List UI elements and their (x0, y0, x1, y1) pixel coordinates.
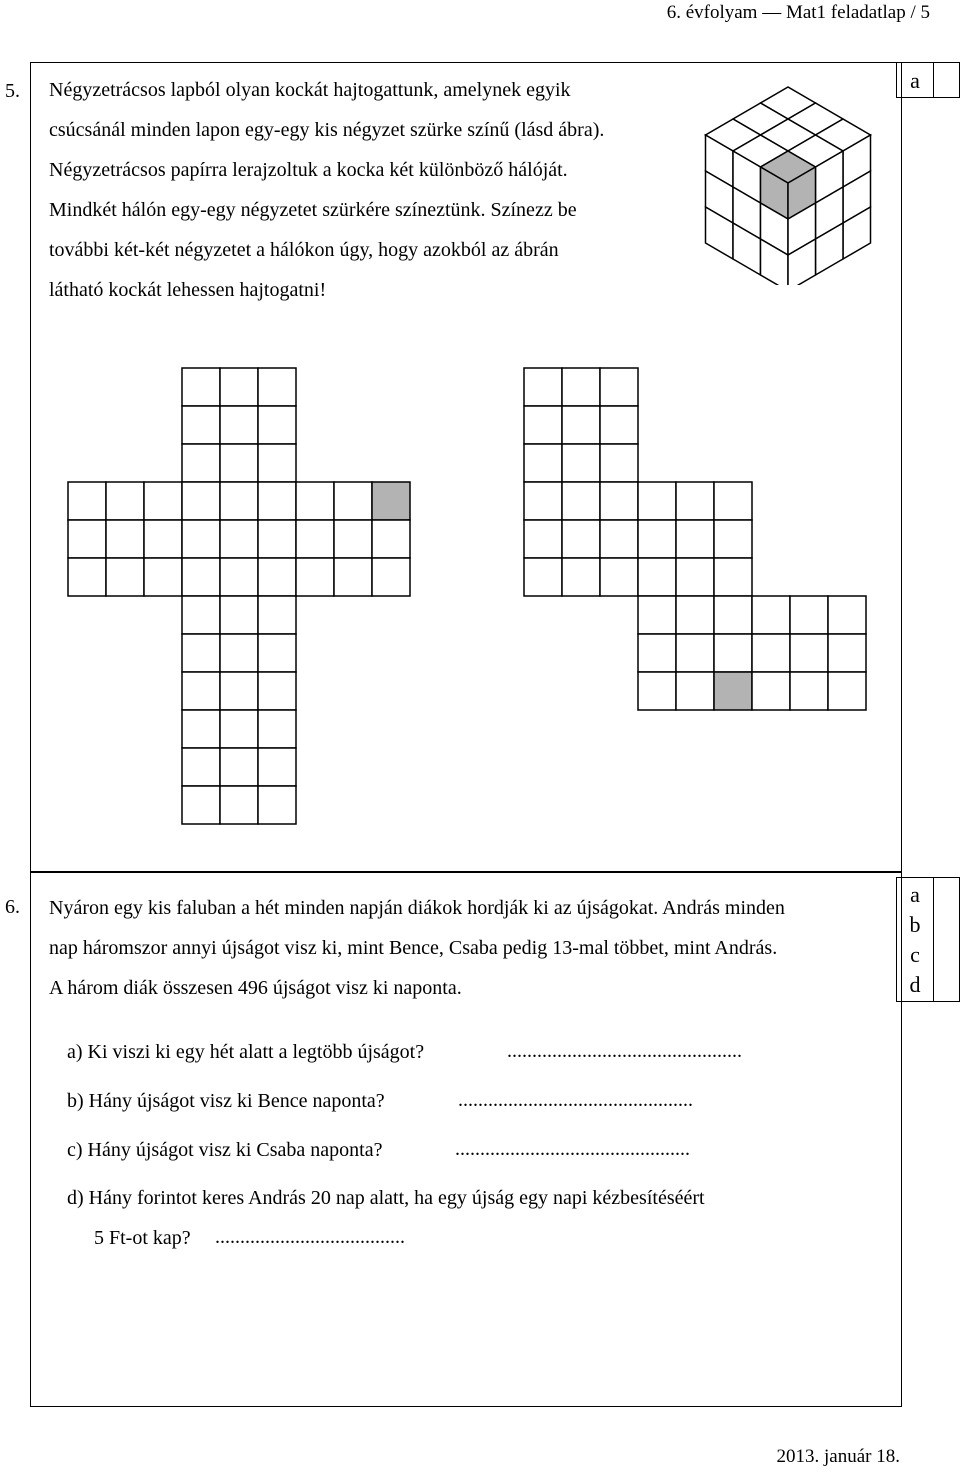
page-header: 6. évfolyam — Mat1 feladatlap / 5 (666, 2, 930, 23)
net-cell (182, 748, 220, 786)
net-cell (676, 482, 714, 520)
net-cell (372, 520, 410, 558)
net-cell (220, 368, 258, 406)
net-cell (828, 672, 866, 710)
task-6-number: 6. (5, 896, 20, 918)
cube-net-1[interactable] (68, 368, 410, 824)
net-cell (334, 558, 372, 596)
net-cell (106, 558, 144, 596)
net-cell (144, 520, 182, 558)
net-cell (106, 482, 144, 520)
net-cell (714, 634, 752, 672)
net-cell (182, 672, 220, 710)
net-cell (638, 672, 676, 710)
net-cell (258, 406, 296, 444)
net-cell (334, 482, 372, 520)
net-cell-shaded (372, 482, 410, 520)
net-cell (182, 406, 220, 444)
net-cell (220, 748, 258, 786)
net-cell (524, 368, 562, 406)
net-cell (144, 482, 182, 520)
question-d-continued: 5 Ft-ot kap? (94, 1227, 191, 1249)
net-cell (562, 444, 600, 482)
net-cell (258, 558, 296, 596)
question-a: a) Ki viszi ki egy hét alatt a legtöbb újságot? (67, 1041, 425, 1063)
net-cell (828, 596, 866, 634)
answer-line-c[interactable]: ............................................... (455, 1138, 690, 1160)
net-cell (600, 482, 638, 520)
net-cell (220, 406, 258, 444)
net-cell (562, 368, 600, 406)
question-d: d) Hány forintot keres András 20 nap alatt, ha egy újság egy napi kézbesítéséért (67, 1187, 705, 1209)
net-cell (182, 558, 220, 596)
answer-line-b[interactable]: ............................................... (458, 1089, 693, 1111)
page-footer-date: 2013. január 18. (776, 1446, 900, 1467)
net-cell (258, 482, 296, 520)
net-cell (790, 672, 828, 710)
net-cell (144, 558, 182, 596)
task-6-line: Nyáron egy kis faluban a hét minden napján diákok hordják ki az újságokat. András minden (49, 897, 785, 919)
net-cell (562, 406, 600, 444)
net-cell (182, 710, 220, 748)
net-cell (258, 444, 296, 482)
task-5-line: csúcsánál minden lapon egy-egy kis négyzet szürke színű (lásd ábra). (49, 119, 605, 141)
net-cell (752, 672, 790, 710)
net-cell (714, 596, 752, 634)
net-cell (752, 634, 790, 672)
net-cell (562, 520, 600, 558)
net-cell (106, 520, 144, 558)
net-cell (562, 482, 600, 520)
net-cell (258, 368, 296, 406)
net-cell (638, 482, 676, 520)
net-cell (220, 482, 258, 520)
net-cell (714, 558, 752, 596)
net-cell (524, 558, 562, 596)
score-label: d (909, 972, 921, 997)
task-5-line: további két-két négyzetet a hálókon úgy, hogy azokból az ábrán (49, 239, 559, 261)
answer-line-d[interactable]: ...................................... (215, 1226, 405, 1248)
net-cell (258, 710, 296, 748)
net-cell (220, 710, 258, 748)
net-cell (220, 786, 258, 824)
net-cell (790, 596, 828, 634)
net-cell (524, 444, 562, 482)
net-cell (220, 634, 258, 672)
net-cell (258, 634, 296, 672)
net-cell (562, 558, 600, 596)
score-label: a (910, 882, 920, 907)
task-6-line: nap háromszor annyi újságot visz ki, mint Bence, Csaba pedig 13-mal többet, mint András. (49, 937, 778, 959)
net-cell (600, 406, 638, 444)
net-cell (600, 558, 638, 596)
task-5-line: Négyzetrácsos lapból olyan kockát hajtogattunk, amelynek egyik (49, 79, 571, 101)
net-cell (258, 786, 296, 824)
net-cell (638, 596, 676, 634)
answer-line-a[interactable]: ............................................... (507, 1040, 742, 1062)
task-6-line: A három diák összesen 496 újságot visz ki naponta. (49, 977, 462, 999)
net-cell (182, 482, 220, 520)
net-cell (828, 634, 866, 672)
net-cell (524, 520, 562, 558)
net-cell (714, 520, 752, 558)
net-cell (182, 634, 220, 672)
net-cell (220, 444, 258, 482)
net-cell (182, 444, 220, 482)
net-cell (676, 596, 714, 634)
question-b: b) Hány újságot visz ki Bence naponta? (67, 1090, 385, 1112)
cube-figure (700, 85, 890, 285)
score-label: a (897, 63, 934, 97)
cube-nets (60, 360, 890, 840)
net-cell (182, 520, 220, 558)
net-cell (676, 672, 714, 710)
net-cell (258, 748, 296, 786)
net-cell (296, 520, 334, 558)
net-cell (182, 786, 220, 824)
net-cell (220, 672, 258, 710)
net-cell (638, 634, 676, 672)
net-cell (296, 482, 334, 520)
net-cell (220, 558, 258, 596)
score-label: b (909, 912, 921, 937)
net-cell (714, 482, 752, 520)
net-cell (182, 368, 220, 406)
net-cell (258, 672, 296, 710)
net-cell (638, 558, 676, 596)
net-cell (258, 596, 296, 634)
task-5-line: Mindkét hálón egy-egy négyzetet szürkére színeztünk. Színezz be (49, 199, 577, 221)
net-cell (220, 520, 258, 558)
task-6-score-box (896, 877, 960, 1002)
net-cell (372, 558, 410, 596)
task-5-line: Négyzetrácsos papírra lerajzoltuk a kocka két különböző hálóját. (49, 159, 568, 181)
net-cell (258, 520, 296, 558)
net-cell (182, 596, 220, 634)
net-cell (524, 406, 562, 444)
net-cell-shaded (714, 672, 752, 710)
net-cell (638, 520, 676, 558)
net-cell (68, 482, 106, 520)
task-5-line: látható kockát lehessen hajtogatni! (49, 279, 327, 301)
task-5-text (49, 70, 667, 310)
task-5-score-box (896, 62, 960, 98)
net-cell (790, 634, 828, 672)
task-5-number: 5. (5, 80, 20, 102)
net-cell (676, 634, 714, 672)
net-cell (220, 596, 258, 634)
question-c: c) Hány újságot visz ki Csaba naponta? (67, 1139, 383, 1161)
score-cell[interactable] (934, 63, 959, 97)
net-cell (524, 482, 562, 520)
net-cell (600, 520, 638, 558)
net-cell (296, 558, 334, 596)
net-cell (68, 558, 106, 596)
net-cell (334, 520, 372, 558)
net-cell (600, 444, 638, 482)
cube-net-2[interactable] (524, 368, 866, 710)
task-6-text (49, 888, 887, 1008)
net-cell (676, 558, 714, 596)
score-label: c (910, 942, 920, 967)
net-cell (68, 520, 106, 558)
net-cell (752, 596, 790, 634)
net-cell (676, 520, 714, 558)
net-cell (600, 368, 638, 406)
